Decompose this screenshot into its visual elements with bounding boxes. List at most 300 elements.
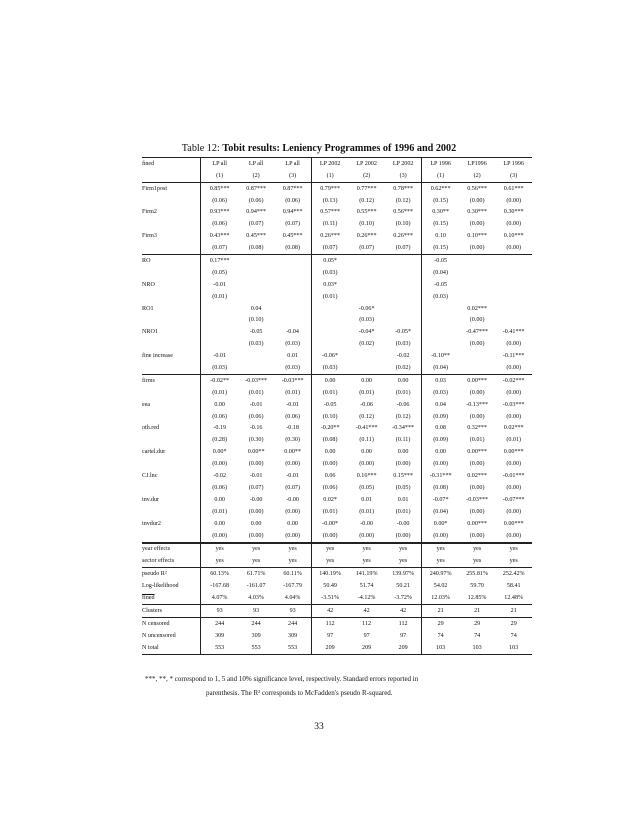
table-cell: (2) [348, 170, 385, 182]
table-cell: 0.00*** [467, 449, 488, 456]
table-cell: (0.00) [422, 530, 459, 543]
table-cell: (0.00) [348, 530, 385, 543]
table-cell: 0.00*** [503, 520, 524, 527]
table-cell: 0.87*** [246, 185, 267, 192]
row-label: oth.red [142, 425, 160, 432]
table-row [142, 338, 532, 350]
table-cell: -0.05 [249, 329, 263, 336]
table-cell: (0.03) [248, 341, 264, 348]
table-row [142, 375, 532, 387]
table-cell: (0.07) [285, 221, 300, 228]
row-label: fine increase [142, 353, 173, 360]
table-cell: -0.01*** [502, 473, 525, 480]
table-cell: yes [238, 555, 275, 567]
table-cell: (0.00) [506, 484, 522, 491]
table-cell: (0.04) [422, 362, 459, 374]
table-cell: (0.00) [311, 530, 348, 543]
table-cell: (0.12) [395, 413, 411, 420]
table-cell: yes [495, 555, 532, 567]
table-cell: (0.08) [274, 242, 311, 254]
row-label: RO [142, 258, 151, 265]
table-cell [201, 338, 238, 350]
row-label: N censored [142, 620, 170, 627]
table-cell: yes [201, 555, 238, 567]
table-cell: LP all [238, 158, 275, 170]
notes-line-2: parenthesis. The R² corresponds to McFadden's pseudo R-squared. [206, 689, 393, 697]
table-cell [238, 279, 275, 291]
table-cell: 0.16*** [356, 473, 377, 480]
table-cell [385, 255, 422, 267]
table-cell: 21 [459, 604, 496, 617]
table-cell [348, 267, 385, 279]
table-cell: 0.00* [201, 446, 238, 458]
table-row [142, 267, 532, 279]
table-cell: 0.56*** [467, 185, 488, 192]
row-label [142, 411, 201, 423]
table-cell: -0.02** [201, 375, 238, 387]
table-row [142, 291, 532, 303]
table-cell: -0.04* [358, 329, 375, 336]
table-cell: (3) [495, 170, 532, 182]
row-label: invdur2 [142, 520, 161, 527]
table-cell: (0.01) [469, 437, 485, 444]
table-cell: (0.06) [201, 411, 238, 423]
table-cell: (0.00) [506, 413, 522, 420]
table-row [142, 568, 532, 580]
table-cell [495, 279, 532, 291]
table-cell: -0.31*** [422, 470, 459, 482]
table-cell: (0.04) [422, 506, 459, 518]
table-cell: (0.05) [201, 267, 238, 279]
table-row [142, 255, 532, 267]
table-cell: (0.00) [422, 458, 459, 470]
table-cell: 0.00 [397, 377, 409, 384]
table-row [142, 315, 532, 327]
table-cell: 0.79*** [311, 182, 348, 194]
row-label: N total [142, 642, 201, 654]
table-cell: (0.00) [495, 530, 532, 543]
table-cell [385, 303, 422, 315]
table-cell [459, 291, 496, 303]
table-cell: -0.13*** [466, 401, 489, 408]
table-cell: (0.01) [359, 389, 374, 396]
table-cell: yes [201, 543, 238, 556]
table-cell: (0.06) [201, 482, 238, 494]
table-cell: -0.16 [249, 425, 263, 432]
table-cell: 0.10*** [503, 233, 524, 240]
table-row [142, 411, 532, 423]
table-cell: -0.01 [249, 473, 263, 480]
table-cell [348, 255, 385, 267]
table-cell: (0.01) [311, 291, 348, 303]
table-cell: (1) [422, 170, 459, 182]
table-cell: 0.45*** [282, 233, 303, 240]
row-label: NRO [142, 281, 155, 288]
table-cell: (0.10) [395, 221, 411, 228]
table-cell: 209 [311, 642, 348, 654]
table-row [142, 207, 532, 219]
table-cell: -0.01 [249, 401, 263, 408]
table-cell: 61.71% [246, 571, 266, 578]
table-cell: -0.05 [311, 399, 348, 411]
row-label [142, 195, 201, 207]
table-cell: (0.07) [248, 221, 264, 228]
table-cell: 0.01 [397, 496, 409, 503]
table-cell: -0.02*** [502, 377, 525, 384]
table-cell: 244 [288, 620, 298, 627]
table-cell: 103 [422, 642, 459, 654]
table-cell: (0.01) [201, 291, 238, 303]
table-cell: -0.01 [286, 473, 299, 480]
table-cell: 140.19% [311, 568, 348, 580]
table-cell: 0.00 [250, 520, 262, 527]
table-cell: 0.10*** [467, 233, 488, 240]
table-cell: (0.03) [285, 341, 300, 348]
table-cell: -0.00 [286, 496, 299, 503]
table-cell: (0.06) [248, 197, 264, 204]
table-cell: 93 [201, 604, 238, 617]
table-cell: 59.70 [470, 583, 484, 590]
table-cell [274, 255, 311, 267]
table-cell: -0.34*** [392, 425, 415, 432]
table-cell: 0.26*** [356, 233, 377, 240]
table-cell: 0.02*** [467, 473, 488, 480]
table-cell: (2) [238, 170, 275, 182]
table-cell: (0.00) [506, 508, 522, 515]
table-cell: (0.07) [385, 242, 422, 254]
table-cell [385, 291, 422, 303]
table-cell [274, 315, 311, 327]
row-label: Firm1post [142, 185, 168, 192]
table-cell: (0.00) [469, 317, 485, 324]
table-cell: (0.07) [285, 484, 300, 491]
table-cell: 21 [495, 604, 532, 617]
table-cell: 0.26*** [393, 233, 414, 240]
table-row [142, 387, 532, 399]
row-label: cartel.dur [142, 449, 166, 456]
table-row [142, 242, 532, 254]
table-cell: -4.12% [348, 592, 385, 604]
table-cell [459, 267, 496, 279]
table-cell: -0.41*** [355, 425, 378, 432]
table-cell: 103 [459, 642, 496, 654]
table-cell: 0.00 [201, 518, 238, 530]
table-cell: 42 [348, 604, 385, 617]
table-cell: 0.01 [361, 496, 372, 503]
table-row [142, 543, 532, 556]
table-cell: LP all [201, 158, 238, 170]
table-cell: 0.30*** [467, 209, 488, 216]
table-cell: (0.00) [285, 508, 300, 515]
header-row [142, 158, 532, 170]
table-cell: 0.17*** [201, 255, 238, 267]
table-row [142, 195, 532, 207]
table-cell: 0.30** [422, 207, 459, 219]
table-cell: -0.06 [396, 401, 410, 408]
table-cell [495, 255, 532, 267]
table-cell: 244 [201, 617, 238, 629]
table-row [142, 458, 532, 470]
table-cell: 0.00 [201, 494, 238, 506]
table-cell: 0.30*** [503, 209, 524, 216]
table-cell: yes [288, 546, 297, 553]
table-cell: 42 [385, 604, 422, 617]
table-cell: (0.03) [311, 362, 348, 374]
row-label: Log-likelihood [142, 583, 179, 590]
table-cell: (0.03) [422, 387, 459, 399]
table-cell [348, 350, 385, 362]
table-cell: 309 [288, 632, 298, 639]
table-cell: (0.00) [469, 389, 485, 396]
table-row [142, 362, 532, 374]
row-label [142, 170, 201, 182]
table-cell: (0.00) [359, 461, 374, 468]
table-cell: 0.00 [311, 375, 348, 387]
row-label: NRO1 [142, 329, 158, 336]
table-cell: (0.06) [285, 197, 300, 204]
table-cell: -0.05 [422, 255, 459, 267]
table-cell: (0.05) [395, 484, 411, 491]
row-label [142, 458, 201, 470]
table-cell [422, 338, 459, 350]
row-label [142, 387, 201, 399]
table-cell: (0.01) [311, 387, 348, 399]
table-row [142, 279, 532, 291]
table-cell: 0.26*** [311, 230, 348, 242]
row-label [142, 242, 201, 254]
table-cell: 4.07% [201, 592, 238, 604]
table-cell: (0.00) [201, 458, 238, 470]
table-cell: 0.56*** [393, 209, 414, 216]
table-cell: 21 [422, 604, 459, 617]
table-notes [145, 672, 505, 700]
table-cell: 209 [385, 642, 422, 654]
table-cell: 0.93*** [201, 207, 238, 219]
table-cell [385, 279, 422, 291]
table-cell: LP 2002 [348, 158, 385, 170]
table-cell: yes [509, 546, 518, 553]
table-cell [274, 279, 311, 291]
table-cell: (0.01) [248, 389, 264, 396]
table-cell: 60.13% [201, 568, 238, 580]
row-label [142, 530, 201, 543]
table-cell: -0.00 [249, 496, 263, 503]
table-cell: 0.00*** [467, 520, 488, 527]
table-cell: (0.00) [248, 508, 264, 515]
table-cell: (0.07) [248, 484, 264, 491]
table-cell: 4.03% [238, 592, 275, 604]
table-cell: (0.00) [495, 242, 532, 254]
table-cell: 0.00 [422, 446, 459, 458]
table-cell: (0.08) [238, 242, 275, 254]
table-cell: (0.01) [359, 508, 374, 515]
table-cell: 74 [474, 632, 481, 639]
table-cell: (2) [459, 170, 496, 182]
table-cell: -0.01 [201, 279, 238, 291]
table-cell: -0.06 [360, 401, 373, 408]
table-row [142, 506, 532, 518]
table-cell: (0.00) [385, 530, 422, 543]
table-cell: 0.00 [361, 377, 372, 384]
table-cell: 553 [274, 642, 311, 654]
table-cell: 0.57*** [311, 207, 348, 219]
table-cell: 0.43*** [201, 230, 238, 242]
table-row [142, 617, 532, 629]
table-cell: (1) [201, 170, 238, 182]
table-cell: 97 [311, 630, 348, 642]
table-cell: 51.74 [359, 583, 374, 590]
table-cell: (0.11) [359, 437, 374, 444]
table-cell: (0.00) [395, 461, 411, 468]
table-row [142, 530, 532, 543]
table-cell: LP 2002 [385, 158, 422, 170]
table-cell: (0.00) [469, 484, 485, 491]
table-cell: (0.07) [348, 242, 385, 254]
table-row [142, 470, 532, 482]
table-cell: LP 1996 [422, 158, 459, 170]
table-cell: 0.00 [397, 449, 409, 456]
table-cell: -3.72% [385, 592, 422, 604]
row-label [142, 434, 201, 446]
table-cell [311, 315, 348, 327]
table-cell: yes [422, 555, 459, 567]
table-cell: (0.03) [395, 341, 411, 348]
table-cell: -0.03*** [281, 377, 304, 384]
table-cell: -0.03*** [502, 401, 525, 408]
table-cell: (0.07) [201, 242, 238, 254]
table-cell: 0.02*** [503, 425, 524, 432]
table-cell [238, 291, 275, 303]
table-cell: -0.06* [358, 305, 375, 312]
table-row [142, 218, 532, 230]
table-cell: (0.03) [274, 362, 311, 374]
table-cell: (0.11) [311, 218, 348, 230]
table-cell: (0.01) [285, 389, 300, 396]
table-cell: (0.15) [422, 242, 459, 254]
table-cell: (0.04) [422, 267, 459, 279]
table-cell: -0.11*** [502, 353, 525, 360]
table-cell [459, 362, 496, 374]
table-cell: 0.62*** [422, 182, 459, 194]
page-number: 33 [314, 722, 324, 732]
tobit-results-table [142, 157, 532, 655]
table-cell: 0.77*** [356, 185, 377, 192]
table-cell: -0.05 [422, 279, 459, 291]
table-caption [0, 143, 638, 154]
table-cell: (0.01) [311, 506, 348, 518]
table-cell: 0.00** [284, 449, 301, 456]
table-cell: (0.12) [359, 413, 374, 420]
table-cell: 97 [400, 632, 407, 639]
table-cell: 141.19% [355, 571, 378, 578]
table-cell: (0.01) [395, 389, 411, 396]
table-row [142, 580, 532, 592]
table-row [142, 423, 532, 435]
table-cell: -0.00 [396, 520, 410, 527]
table-cell: (3) [274, 170, 311, 182]
table-cell: 112 [398, 620, 408, 627]
table-cell: (0.00) [311, 458, 348, 470]
table-cell: -0.00 [360, 520, 373, 527]
table-cell: -0.07* [422, 494, 459, 506]
table-cell: -0.10** [422, 350, 459, 362]
table-cell: yes [311, 543, 348, 556]
table-cell: yes [348, 555, 385, 567]
table-cell [311, 326, 348, 338]
table-cell: yes [252, 546, 261, 553]
table-cell: 74 [422, 630, 459, 642]
table-cell: -0.01 [201, 350, 238, 362]
table-cell: 0.00*** [503, 449, 524, 456]
table-cell: -0.01 [286, 401, 299, 408]
caption-label: Table 12: [181, 143, 220, 154]
table-cell: 54.02 [422, 580, 459, 592]
row-label: sector effects [142, 555, 201, 567]
table-cell [459, 255, 496, 267]
column-number-row [142, 170, 532, 182]
row-label: inv.dur [142, 496, 160, 503]
table-cell: 0.00** [247, 449, 265, 456]
table-cell: 0.01 [287, 353, 298, 360]
table-cell: (0.06) [201, 218, 238, 230]
table-cell: (0.05) [359, 484, 374, 491]
table-cell: (0.08) [422, 482, 459, 494]
table-cell: 112 [311, 617, 348, 629]
table-cell: 309 [201, 630, 238, 642]
table-cell: 0.02*** [467, 305, 488, 312]
table-cell: -167.68 [201, 580, 238, 592]
table-cell: 0.00 [311, 446, 348, 458]
table-cell: -0.18 [286, 425, 299, 432]
table-cell: -0.47*** [466, 329, 489, 336]
table-cell: 0.15*** [393, 473, 414, 480]
table-cell: -0.03*** [466, 496, 489, 503]
table-cell: (0.01) [506, 437, 522, 444]
table-cell: 0.02* [311, 494, 348, 506]
table-cell: (0.02) [359, 341, 374, 348]
table-cell: -0.03*** [245, 377, 268, 384]
table-cell: (0.10) [248, 317, 264, 324]
table-cell: (0.00) [238, 530, 275, 543]
table-cell: yes [459, 555, 496, 567]
table-cell: 93 [238, 604, 275, 617]
table-cell: 0.03 [422, 375, 459, 387]
table-cell: yes [385, 555, 422, 567]
table-cell: (0.00) [248, 461, 264, 468]
row-label: fined [142, 592, 201, 604]
table-cell: yes [399, 546, 408, 553]
table-cell: 0.78*** [393, 185, 414, 192]
row-label [142, 482, 201, 494]
table-cell: (0.00) [469, 461, 485, 468]
table-cell [201, 303, 238, 315]
table-row [142, 399, 532, 411]
table-cell: 0.00 [361, 449, 372, 456]
table-cell: 0.55*** [356, 209, 377, 216]
row-label [142, 267, 201, 279]
table-cell: 0.05* [311, 255, 348, 267]
table-cell: (0.00) [469, 508, 485, 515]
table-cell: (0.00) [469, 341, 485, 348]
table-row [142, 642, 532, 654]
table-cell: (0.08) [311, 434, 348, 446]
table-cell: 58.41 [506, 583, 521, 590]
table-cell: 0.08 [422, 423, 459, 435]
table-cell: (0.03) [359, 317, 374, 324]
table-cell: (0.06) [201, 195, 238, 207]
table-cell [348, 362, 385, 374]
table-cell: (0.01) [201, 387, 238, 399]
